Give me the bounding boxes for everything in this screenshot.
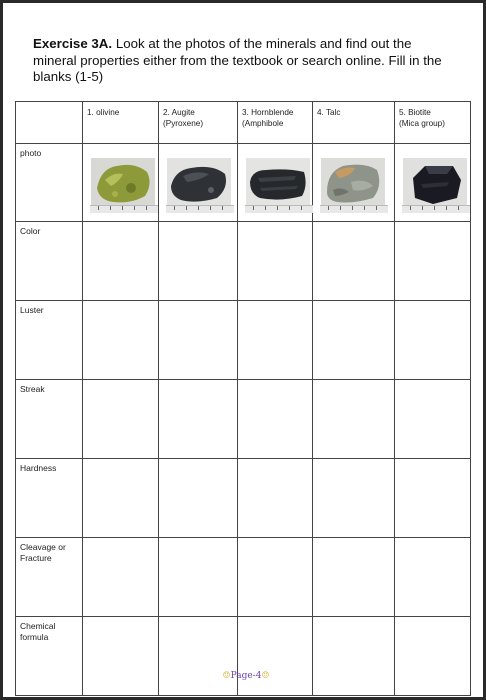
answer-cell[interactable] [395, 222, 471, 301]
answer-cell[interactable] [238, 301, 313, 380]
table-row-cleavage [16, 538, 471, 617]
answer-cell[interactable] [313, 617, 395, 696]
scale-ruler [320, 205, 388, 213]
row-label-color: Color [16, 222, 83, 301]
hornblende-photo [246, 158, 310, 208]
table-row-photo [16, 144, 471, 222]
table-row-luster [16, 301, 471, 380]
column-header-olivine: 1. olivine [83, 102, 159, 144]
scale-ruler [90, 205, 158, 213]
header-corner [16, 102, 83, 144]
column-header-hornblende: 3. Hornblende (Amphibole [238, 102, 313, 144]
scale-ruler [402, 205, 470, 213]
answer-cell[interactable] [83, 301, 159, 380]
answer-cell[interactable] [313, 538, 395, 617]
mineral-properties-table [15, 101, 471, 696]
answer-cell[interactable] [395, 380, 471, 459]
answer-cell[interactable] [159, 459, 238, 538]
answer-cell[interactable] [395, 459, 471, 538]
answer-cell[interactable] [159, 222, 238, 301]
worksheet-page [3, 3, 483, 697]
scale-ruler [245, 205, 313, 213]
answer-cell[interactable] [83, 617, 159, 696]
answer-cell[interactable] [83, 538, 159, 617]
answer-cell[interactable] [159, 380, 238, 459]
answer-cell[interactable] [83, 380, 159, 459]
table-row-chemical-formula [16, 617, 471, 696]
answer-cell[interactable] [238, 617, 313, 696]
answer-cell[interactable] [159, 301, 238, 380]
olivine-photo [91, 158, 155, 208]
page-number: Page-4 [230, 671, 262, 681]
table-row-hardness [16, 459, 471, 538]
page-footer [3, 671, 486, 681]
row-label-hardness: Hardness [16, 459, 83, 538]
smiley-icon: ☺ [261, 671, 270, 681]
photo-cell-olivine [83, 144, 159, 222]
table-header-row [16, 102, 471, 144]
answer-cell[interactable] [159, 617, 238, 696]
augite-photo [167, 158, 231, 208]
answer-cell[interactable] [395, 538, 471, 617]
row-label-cleavage: Cleavage or Fracture [16, 538, 83, 617]
answer-cell[interactable] [238, 538, 313, 617]
answer-cell[interactable] [313, 380, 395, 459]
column-header-augite: 2. Augite (Pyroxene) [159, 102, 238, 144]
row-label-chemical-formula: Chemical formula [16, 617, 83, 696]
answer-cell[interactable] [159, 538, 238, 617]
scale-ruler [166, 205, 234, 213]
answer-cell[interactable] [238, 459, 313, 538]
exercise-text: Look at the photos of the minerals and find out the mineral properties either from the textbook or search online. Fill in the blanks (1-5) [33, 36, 442, 84]
answer-cell[interactable] [395, 301, 471, 380]
biotite-photo [403, 158, 467, 208]
exercise-label: Exercise 3A. [33, 36, 113, 51]
photo-cell-biotite [395, 144, 471, 222]
smiley-icon: ☺ [222, 671, 231, 681]
table-row-streak [16, 380, 471, 459]
answer-cell[interactable] [238, 380, 313, 459]
answer-cell[interactable] [83, 459, 159, 538]
answer-cell[interactable] [83, 222, 159, 301]
answer-cell[interactable] [313, 459, 395, 538]
photo-cell-hornblende [238, 144, 313, 222]
answer-cell[interactable] [313, 301, 395, 380]
row-label-streak: Streak [16, 380, 83, 459]
column-header-talc: 4. Talc [313, 102, 395, 144]
answer-cell[interactable] [395, 617, 471, 696]
row-label-luster: Luster [16, 301, 83, 380]
answer-cell[interactable] [313, 222, 395, 301]
answer-cell[interactable] [238, 222, 313, 301]
exercise-instructions [33, 36, 453, 86]
column-header-biotite: 5. Biotite (Mica group) [395, 102, 471, 144]
talc-photo [321, 158, 385, 208]
table-row-color [16, 222, 471, 301]
photo-cell-augite [159, 144, 238, 222]
row-label-photo: photo [16, 144, 83, 222]
photo-cell-talc [313, 144, 395, 222]
